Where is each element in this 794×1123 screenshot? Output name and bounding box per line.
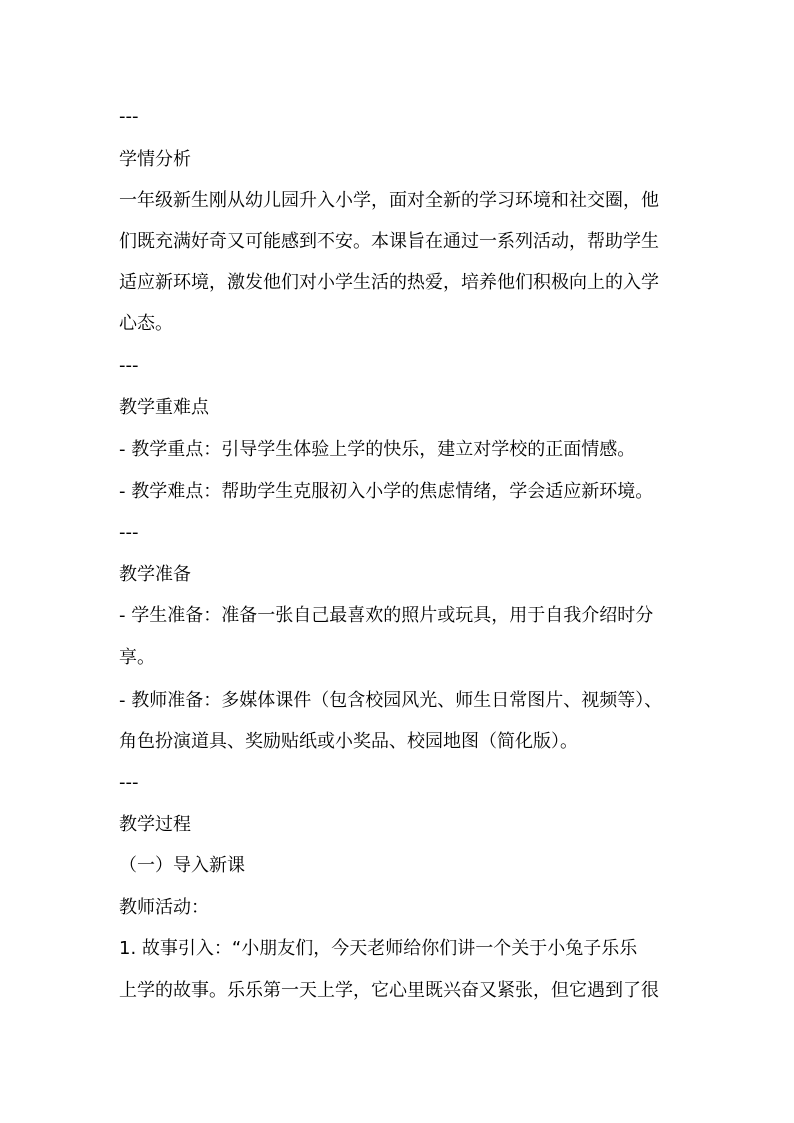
separator: --- [119, 522, 139, 543]
list-item: - 教学重点：引导学生体验上学的快乐，建立对学校的正面情感。 [119, 439, 636, 460]
separator: --- [119, 355, 139, 376]
section-heading-key-points: 教学重难点 [119, 397, 209, 418]
numbered-item: 1. 故事引入：“小朋友们，今天老师给你们讲一个关于小兔子乐乐 [119, 938, 638, 959]
list-item-continuation: 享。 [119, 647, 155, 668]
list-item-continuation: 角色扮演道具、奖励贴纸或小奖品、校园地图（简化版）。 [119, 731, 578, 752]
list-item: - 学生准备：准备一张自己最喜欢的照片或玩具，用于自我介绍时分 [119, 605, 654, 626]
list-item: - 教学难点：帮助学生克服初入小学的焦虑情绪，学会适应新环境。 [119, 481, 654, 502]
paragraph-line: 教师活动： [119, 897, 209, 918]
section-heading-learner-analysis: 学情分析 [119, 149, 191, 170]
paragraph-line: 们既充满好奇又可能感到不安。本课旨在通过一系列活动，帮助学生 [119, 231, 659, 252]
list-item: - 教师准备：多媒体课件（包含校园风光、师生日常图片、视频等）、 [119, 690, 663, 711]
separator: --- [119, 106, 139, 127]
paragraph-line: 上学的故事。乐乐第一天上学，它心里既兴奋又紧张，但它遇到了很 [119, 980, 659, 1001]
section-heading-preparation: 教学准备 [119, 564, 191, 585]
paragraph-line: 心态。 [119, 313, 173, 334]
section-heading-teaching-process: 教学过程 [119, 814, 191, 835]
paragraph-line: 一年级新生刚从幼儿园升入小学，面对全新的学习环境和社交圈，他 [119, 190, 659, 211]
subsection-heading: （一）导入新课 [119, 855, 245, 876]
separator: --- [119, 772, 139, 793]
paragraph-line: 适应新环境，激发他们对小学生活的热爱，培养他们积极向上的入学 [119, 272, 659, 293]
